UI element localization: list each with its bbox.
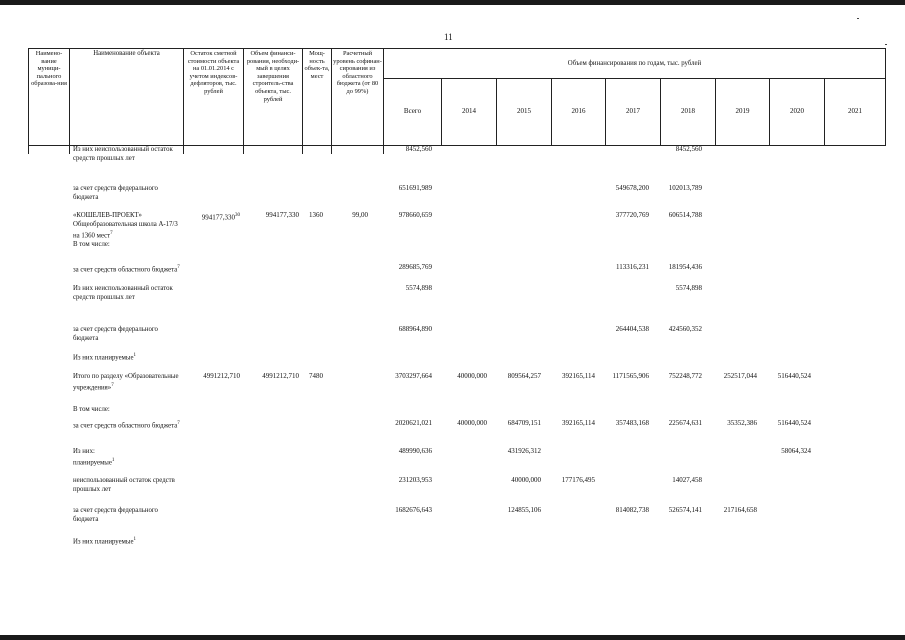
row-label xyxy=(73,351,183,362)
footnote-marker: 7 xyxy=(111,383,114,388)
cell-value: 4991212,710 xyxy=(203,372,240,380)
row-label xyxy=(73,405,183,414)
cell-y2015 xyxy=(508,419,541,428)
cell-value: 289685,769 xyxy=(398,263,432,271)
cell-y2017 xyxy=(616,211,649,220)
row-label-text: неиспользованный остаток средств прошлых лет xyxy=(73,477,175,493)
cell-value: 424560,352 xyxy=(668,325,702,333)
row-label-subtext: планируемые xyxy=(73,459,112,467)
cell-y2014 xyxy=(457,372,487,381)
footnote-marker: 7 xyxy=(177,265,180,270)
cell-y2018 xyxy=(669,325,702,334)
cell-total xyxy=(399,447,432,456)
cell-value: 225674,631 xyxy=(668,419,702,427)
cell-value: 357483,168 xyxy=(615,419,649,427)
row-label-text: за счет средств областного бюджета xyxy=(73,422,178,430)
cell-value: 7480 xyxy=(309,372,323,380)
cell-value: 809564,257 xyxy=(507,372,541,380)
cell-y2017 xyxy=(616,263,649,272)
cell-value: 231203,953 xyxy=(398,476,432,484)
header-object-name: Наименование объекта xyxy=(70,49,184,146)
cell-y2017 xyxy=(616,325,649,334)
cell-y2016 xyxy=(562,419,595,428)
cell-value: 1171565,906 xyxy=(612,372,649,380)
cell-value: 181954,436 xyxy=(668,263,702,271)
row-label xyxy=(73,211,183,249)
cell-y2019 xyxy=(724,372,757,381)
cell-y2015 xyxy=(508,447,541,456)
cell-capacity xyxy=(309,211,323,220)
cell-value: 58064,324 xyxy=(781,447,811,455)
cell-y2018 xyxy=(672,476,702,485)
footnote-marker: 30 xyxy=(235,213,240,218)
row-label-text: за счет средств федерального бюджета xyxy=(73,507,158,523)
cell-y2016 xyxy=(562,476,595,485)
row-label xyxy=(73,535,183,546)
cell-total xyxy=(399,184,432,193)
row-label xyxy=(73,325,183,343)
cell-value: 40000,000 xyxy=(511,476,541,484)
row-label-text: за счет средств федерального бюджета xyxy=(73,326,158,342)
cell-y2017 xyxy=(616,419,649,428)
header-year-2018: 2018 xyxy=(661,78,716,145)
header-year-2021: 2021 xyxy=(825,78,886,145)
row-label xyxy=(73,184,183,202)
cell-value: 40000,000 xyxy=(457,419,487,427)
cell-y2015 xyxy=(508,506,541,515)
row-label xyxy=(73,476,183,494)
row-label xyxy=(73,284,183,302)
header-capacity: Мощ-ность объек-та, мест xyxy=(303,49,332,146)
cell-value: 252517,044 xyxy=(723,372,757,380)
header-municipality: Наимено-вание муници-пального образова-ния xyxy=(29,49,70,146)
scan-top-border xyxy=(0,0,905,5)
scan-bottom-border xyxy=(0,635,905,640)
cell-value: 516440,524 xyxy=(777,372,811,380)
cell-y2019 xyxy=(727,419,757,428)
cell-cofin xyxy=(352,211,368,220)
cell-y2015 xyxy=(508,372,541,381)
cell-total xyxy=(406,145,432,154)
table-column-divider xyxy=(69,144,70,154)
cell-value: 102013,789 xyxy=(668,184,702,192)
footnote-marker: 7 xyxy=(177,421,180,426)
cell-y2018 xyxy=(669,419,702,428)
cell-value: 651691,989 xyxy=(398,184,432,192)
cell-y2018 xyxy=(669,184,702,193)
cell-value: 994177,330 xyxy=(265,211,299,219)
cell-y2020 xyxy=(778,419,811,428)
cell-y2017 xyxy=(613,372,650,381)
cell-total xyxy=(399,263,432,272)
table-column-divider xyxy=(183,144,184,154)
cell-value: 392165,114 xyxy=(562,372,595,380)
row-label-text: Итого по разделу «Образовательные учреждения» xyxy=(73,373,179,392)
cell-value: 392165,114 xyxy=(562,419,595,427)
cell-value: 8452,560 xyxy=(675,145,702,153)
footnote-marker: 1 xyxy=(133,353,137,358)
row-label-text: В том числе: xyxy=(73,406,110,413)
cell-y2014 xyxy=(457,419,487,428)
cell-value: 752248,772 xyxy=(668,372,702,380)
table-header xyxy=(28,48,886,146)
cell-y2018 xyxy=(676,284,702,293)
cell-total xyxy=(399,476,432,485)
cell-value: 2020621,021 xyxy=(395,419,432,427)
row-label-text: Из них неиспользованный остаток средств прошлых лет xyxy=(73,146,173,162)
row-label xyxy=(73,419,183,430)
header-year-2014: 2014 xyxy=(442,78,497,145)
header-year-2015: 2015 xyxy=(497,78,552,145)
cell-total xyxy=(395,506,432,515)
table-column-divider xyxy=(243,144,244,154)
cell-value: 264404,538 xyxy=(615,325,649,333)
cell-value: 516440,524 xyxy=(777,419,811,427)
cell-volume xyxy=(262,372,299,381)
cell-value: 431926,312 xyxy=(507,447,541,455)
cell-total xyxy=(395,372,432,381)
cell-y2018 xyxy=(669,211,702,220)
cell-value: 3703297,664 xyxy=(395,372,432,380)
row-label-text: Из них неиспользованный остаток средств прошлых лет xyxy=(73,285,173,301)
cell-y2018 xyxy=(669,506,702,515)
cell-total xyxy=(399,325,432,334)
row-label-text: Из них планируемые xyxy=(73,538,134,546)
row-label xyxy=(73,263,183,274)
cell-value: 377720,769 xyxy=(615,211,649,219)
cell-y2015 xyxy=(511,476,541,485)
cell-value: 217164,658 xyxy=(723,506,757,514)
header-year-2020: 2020 xyxy=(770,78,825,145)
cell-total xyxy=(395,419,432,428)
row-label-subtext: В том числе: xyxy=(73,241,110,249)
cell-value: 994177,330 xyxy=(201,213,235,222)
cell-value: 40000,000 xyxy=(457,372,487,380)
cell-y2020 xyxy=(781,447,811,456)
header-financing-by-year: Объем финансирования по годам, тыс. рублей xyxy=(384,49,886,79)
header-remaining-cost: Остаток сметной стоимости объекта на 01.01.2014 с учетом индексов-дефляторов, тыс. рублей xyxy=(184,49,244,146)
header-cofinancing-level: Расчетный уровень софинан-сирования из областного бюджета (от 80 до 99%) xyxy=(332,49,384,146)
row-label xyxy=(73,506,183,524)
cell-value: 4991212,710 xyxy=(262,372,299,380)
cell-y2017 xyxy=(616,184,649,193)
cell-value: 5574,898 xyxy=(405,284,432,292)
table-column-divider xyxy=(302,144,303,154)
cell-volume xyxy=(266,211,299,220)
cell-value: 489990,636 xyxy=(398,447,432,455)
cell-value: 14027,458 xyxy=(672,476,702,484)
table-column-divider xyxy=(331,144,332,154)
cell-value: 1360 xyxy=(309,211,323,219)
row-label-text: «КОШЕЛЕВ-ПРОЕКТ» Общеобразовательная школа А-17/3 на 1360 мест xyxy=(73,212,178,240)
cell-value: 814082,738 xyxy=(615,506,649,514)
scan-speck xyxy=(857,18,859,19)
footnote-marker: 7 xyxy=(110,231,113,236)
row-label xyxy=(73,447,183,467)
cell-y2018 xyxy=(669,263,702,272)
cell-value: 684709,151 xyxy=(507,419,541,427)
row-label xyxy=(73,372,183,392)
table-border-left xyxy=(28,144,29,154)
row-label xyxy=(73,145,183,163)
footnote-marker: 1 xyxy=(133,537,137,542)
cell-remaining xyxy=(202,211,240,222)
cell-y2016 xyxy=(562,372,595,381)
cell-value: 1682676,643 xyxy=(395,506,432,514)
cell-value: 99,00 xyxy=(352,211,368,219)
cell-value: 113316,231 xyxy=(616,263,649,271)
cell-y2017 xyxy=(616,506,649,515)
row-label-text: Из них планируемые xyxy=(73,354,134,362)
cell-value: 549678,200 xyxy=(615,184,649,192)
cell-remaining xyxy=(203,372,240,381)
header-year-2016: 2016 xyxy=(552,78,606,145)
cell-y2018 xyxy=(676,145,702,154)
footnote-marker: 1 xyxy=(111,458,115,463)
scan-speck xyxy=(885,44,887,45)
cell-value: 8452,560 xyxy=(405,145,432,153)
cell-value: 526574,141 xyxy=(668,506,702,514)
cell-value: 688964,890 xyxy=(398,325,432,333)
header-year-total: Всего xyxy=(384,78,442,145)
cell-value: 5574,898 xyxy=(675,284,702,292)
row-label-text: за счет средств федерального бюджета xyxy=(73,185,158,201)
cell-capacity xyxy=(309,372,323,381)
cell-total xyxy=(406,284,432,293)
cell-y2018 xyxy=(669,372,702,381)
cell-value: 978660,659 xyxy=(398,211,432,219)
cell-value: 606514,788 xyxy=(668,211,702,219)
header-year-2017: 2017 xyxy=(606,78,661,145)
cell-y2019 xyxy=(724,506,757,515)
table-column-divider xyxy=(383,144,384,154)
cell-value: 35352,386 xyxy=(727,419,757,427)
page-number: 11 xyxy=(444,32,453,42)
cell-total xyxy=(399,211,432,220)
cell-y2020 xyxy=(778,372,811,381)
row-label-text: Из них: xyxy=(73,448,95,455)
row-label-text: за счет средств областного бюджета xyxy=(73,266,178,274)
cell-value: 124855,106 xyxy=(507,506,541,514)
header-year-2019: 2019 xyxy=(716,78,770,145)
header-financing-volume: Объем финанси-рования, необходи-мый в целях завершения строитель-ства объекта, тыс. рублей xyxy=(244,49,303,146)
cell-value: 177176,495 xyxy=(561,476,595,484)
